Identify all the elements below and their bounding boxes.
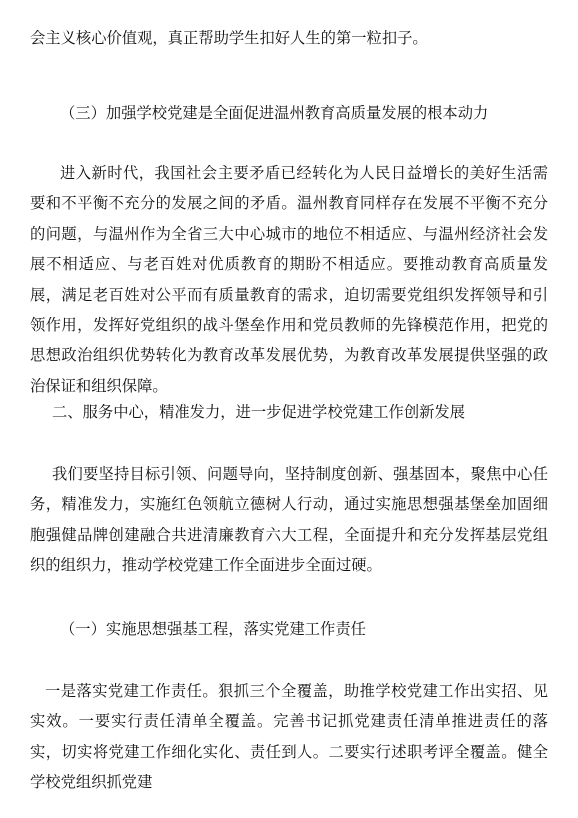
section-heading-2: 二、服务中心，精准发力，进一步促进学校党建工作创新发展 <box>52 403 466 421</box>
section-heading-1: （一）实施思想强基工程，落实党建工作责任 <box>60 620 366 638</box>
paragraph-3: 一是落实党建工作责任。狠抓三个全覆盖，助推学校党建工作出实招、见实效。一要实行责任清单全覆盖。完善书记抓党建责任清单推进责任的落实，切实将党建工作细化实化、责任到人。二要实行述职考评全覆盖。健全学校党组织抓党建 <box>30 682 548 792</box>
section-heading-3: （三）加强学校党建是全面促进温州教育高质量发展的根本动力 <box>60 104 489 122</box>
paragraph-2: 我们要坚持目标引领、问题导向，坚持制度创新、强基固本，聚焦中心任务，精准发力，实施红色领航立德树人行动，通过实施思想强基堡垒加固细胞强健品牌创建融合共进清廉教育六大工程，全面提升和充分发挥基层党组织的组织力，推动学校党建工作全面进步全面过硬。 <box>30 465 548 575</box>
paragraph-1: 进入新时代，我国社会主要矛盾已经转化为人民日益增长的美好生活需要和不平衡不充分的发展之间的矛盾。温州教育同样存在发展不平衡不充分的问题，与温州作为全省三大中心城市的地位不相适应、与温州经济社会发展不相适应、与老百姓对优质教育的期盼不相适应。要推动教育高质量发展，满足老百姓对公平而有质量教育的需求，迫切需要党组织发挥领导和引领作用，发挥好党组织的战斗堡垒作用和党员教师的先锋模范作用，把党的思想政治组织优势转化为教育改革发展优势，为教育改革发展提供坚强的政治保证和组织保障。 <box>30 164 548 395</box>
text-line-top: 会主义核心价值观，真正帮助学生扣好人生的第一粒扣子。 <box>30 29 428 47</box>
